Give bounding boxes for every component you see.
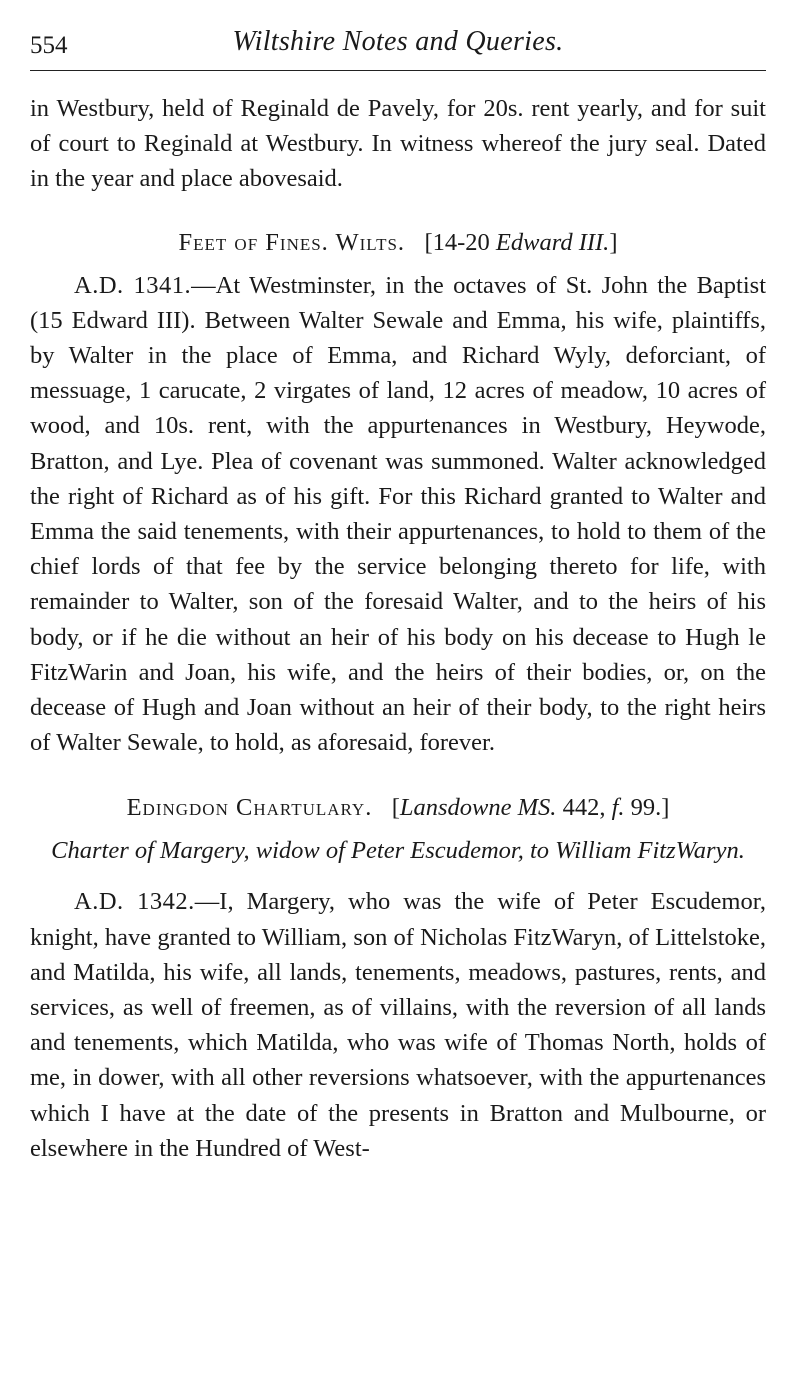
page-header <box>30 14 766 64</box>
section-heading-feet-of-fines <box>30 225 766 260</box>
section-reference: [14-20 Edward III.] <box>424 228 618 256</box>
reference-regnal: Edward III. <box>495 228 610 256</box>
section-title: Edingdon Chartulary. <box>126 794 373 822</box>
entry-date: A.D. 1342. <box>74 888 195 916</box>
section-title: Feet of Fines. Wilts. <box>178 228 406 256</box>
charter-subtitle: Charter of Margery, widow of Peter Escudemor, to William FitzWaryn. <box>51 837 745 865</box>
entry-date: A.D. 1341. <box>74 271 192 299</box>
section-heading-edingdon-chartulary <box>30 790 766 825</box>
book-page <box>30 14 766 1166</box>
entry-text: —At Westminster, in the octaves of St. John the Baptist (15 Edward III). Between Walter Sewale and Emma, his wife, plaintiffs, by Walter in the place of Emma, and Richard Wyly, deforciant, of messuage, 1 carucate, 2 virgates of land, 12 acres of meadow, 10 acres of wood, and 10s. rent, with the appurtenances in Westbury, Heywode, Bratton, and Lye. Plea of covenant was summoned. Walter acknowledged the right of Richard as of his gift. For this Richard granted to Walter and Emma the said tenements, with their appurtenances, to hold to them of the chief lords of that fee by the service belonging thereto for life, with remainder to Walter, son of the foresaid Walter, and to the heirs of his body, or if he die without an heir of his body on his decease to Hugh le FitzWarin and Joan, his wife, and the heirs of their bodies, or, on the decease of Hugh and Joan without an heir of their body, to the right heirs of Walter Sewale, to hold, as aforesaid, forever. <box>30 271 766 757</box>
page-number: 554 <box>30 32 68 59</box>
entry-paragraph-1341 <box>30 268 766 761</box>
running-title: Wiltshire Notes and Queries. <box>232 26 564 57</box>
continuation-paragraph: in Westbury, held of Reginald de Pavely, for 20s. rent yearly, and for suit of court to Reginald at Westbury. In witness whereof the jury seal. Dated in the year and place abovesaid. <box>30 95 766 193</box>
reference-folio: f. <box>611 794 625 822</box>
entry-text: —I, Margery, who was the wife of Peter Escudemor, knight, have granted to William, son of Nicholas FitzWaryn, of Littelstoke, and Matilda, his wife, all lands, tenements, meadows, pastures, rents, and services, as well of freemen, as of villains, with the reversion of all lands and tenements, which Matilda, who was wife of Thomas North, holds of me, in dower, with all other reversions whatsoever, with the appurtenances which I have at the date of the presents in Bratton and Mulbourne, or elsewhere in the Hundred of West- <box>30 888 766 1162</box>
section-reference: [Lansdowne MS. 442, f. 99.] <box>391 794 670 822</box>
header-rule <box>30 70 766 71</box>
entry-paragraph-1342 <box>30 884 766 1166</box>
reference-manuscript: Lansdowne MS. <box>399 794 557 822</box>
